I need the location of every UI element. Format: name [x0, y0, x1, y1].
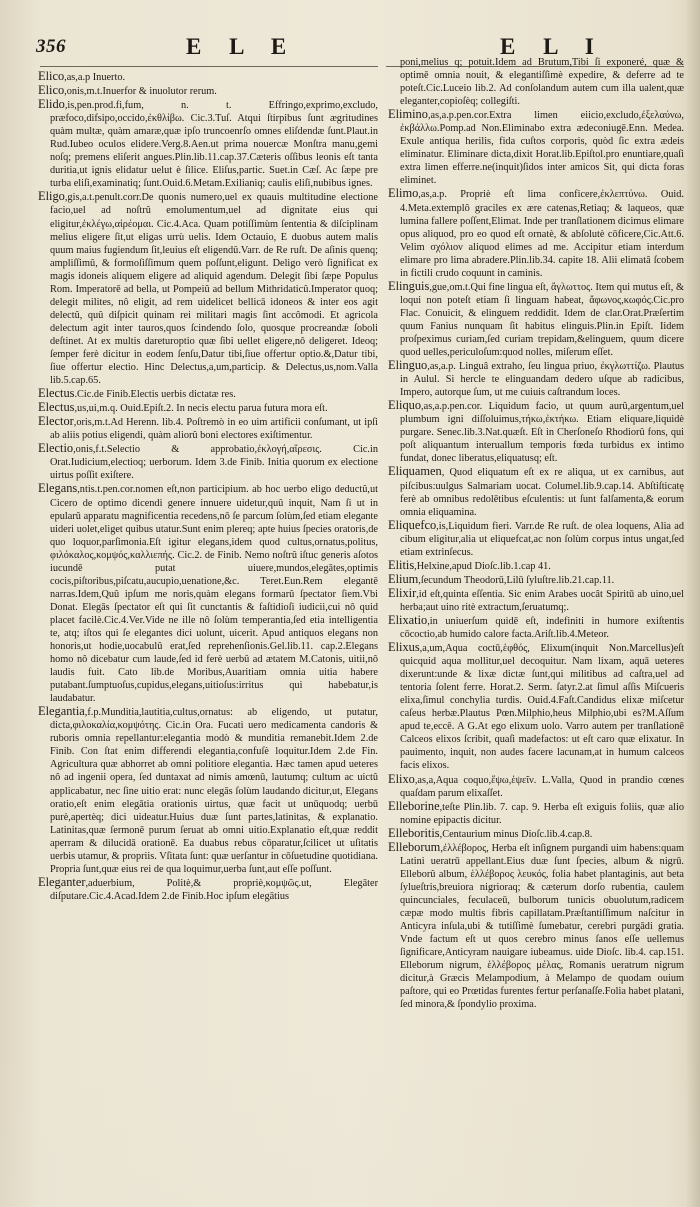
entry-headword: Elitis	[388, 557, 415, 572]
dictionary-entry	[388, 841, 684, 1012]
entry-text: poni,melius q; potuit.Idem ad Brutum,Tibi ſi exponeré, quæ & optimē omnia nouit, & elegantiſſimè expedire, & deferre ad te poteſt.Cic.Luceio lib.2. Ad conſolandum autem cum illa ualent,quæ eleganter,copioſèq; collegiſti.	[400, 57, 684, 108]
dictionary-entry	[38, 70, 378, 84]
entry-text: ,teſte Plin.lib. 7. cap. 9. Herba eſt exiguis foliis, quæ alio nomine epipactis dicitur.	[400, 801, 684, 826]
entry-text: ,gue,om.t.Qui fine lingua eſt, ἄγλωττος. Item qui mutus eſt, & loqui non poteſt etiam ſi linguam habeat, ἄφωνος,κωφός.Cic.pro Flac. Conuicit, & elinguem reddidit. Idem de clar.Orat.Præſertim quum Fanius nunquam ſit habitus elinguis.Plin.in Epiſt. Iidem proſpeximus curiam,ſed curiam trepidam,&elinguem, quum dicere quod uelles,periculoſum:quod nolles, miſerum eſſet.	[400, 281, 684, 359]
entry-headword: Elector	[38, 414, 74, 429]
entry-headword: Elleboritis	[388, 825, 440, 840]
entry-text: ,onis,m.t.Inuerfor & inuolutor rerum.	[64, 86, 217, 98]
entry-text: ,Helxine,apud Dioſc.lib.1.cap 41.	[414, 560, 551, 572]
entry-headword: Elimo	[388, 186, 419, 201]
entry-text: , Quod eliquatum eſt ex re aliqua, ut ex carnibus, aut piſcibus:uulgus Salmariam uocat. Columel.lib.9.cap.14. Abſtiſticatę ferè ab omnibus redolētibus eſculentis: ut ſunt falſamenta,& eorum omnia eliquamina.	[400, 467, 684, 518]
entry-text: ,ntis.t.pen.cor.nomen eſt,non participium. ab hoc uerbo eligo deductû,ut Cicero de optimo dicendi genere innuere uidetur,quû inquit, Nam ſi ut in epularû apparatu magnificentia recedens,nō ſe parcum ſolùm,ſed etiam elegante uideri uolet,eliget quibus utatur.Sunt enim plereq; apte huius ſpecies oratoris,de quo loquor,parſimonia.Eſt igitur elegans,idem quod cultus,ornatus,politus, φιλόκαλος,κομψός,καλλιεπής. Cic.2. de Finib. Nemo noſtrû iſtuc generis aſotos iucundē putat uiuere,mundos,elegātes,optimis cocis,piſtoribus,piſcatu,aucupio,uenatione,&c. Teret.Eun.Rem elegantē narras.Idem,Quû ipſum me noris,quàm elegans formarû ſpectator ſiem.Vbi Donat. Elegās ſpectator eſt qui ſit cunctantis & faſtidioſi iudicii,cui nô quid placet facilè.Cic.4.Ver.Vide ne ille nô ſolùm temperantia,ſed etia intelligentia te, atq; iſtos qui ſe elegantes dici uolunt, uicerit. Apud antiquos elegans non honoris,ut hodie,uocabulû erat,ſed reprehenſionis.Gel.lib.11. cap.2.Elegans homo nô dicebatur cum laude,ſed id ferè uerbû ad ætatem M.Catonis, uitii,nô laudis fuit. Cato lib.de Moribus,Auaritiam omnia uitia habere putabant.ſumptuoſus,cupidus,elegans,uitioſus:irritus qui habebatur,is laudabatur.	[50, 484, 378, 705]
entry-text: ,aduerbium, Politè,& propriè,κομψῶς.ut, Elegāter diſputare.Cic.4.Acad.Idem 2.de Finib.Hoc ipſum elegātius	[50, 877, 378, 902]
entry-headword: Elixus	[388, 640, 420, 655]
entry-headword: Electio	[38, 441, 74, 456]
entry-text: ,onis,f.t.Selectio & approbatio,ἐκλογή,αἵρεσις. Cic.in Orat.Iudicium,electioq; uerborum. Idem 3.de Finib. Initia quorum ex electione uirtus poſſit exiſtere.	[50, 444, 378, 482]
running-head-right: E L I	[500, 34, 605, 59]
dictionary-entry	[38, 190, 378, 387]
entry-text: ,Centaurium minus Dioſc.lib.4.cap.8.	[439, 828, 593, 840]
page-edge-shadow	[686, 0, 700, 1207]
running-head-left: E L E	[186, 34, 298, 59]
dictionary-entry	[38, 442, 378, 482]
dictionary-entry	[38, 482, 378, 705]
entry-text: ,id eſt,quinta eſſentia. Sic enim Arabes uocât Spiritū ab uino,uel herba;aut uino ritè extractum,ſeruatumq;.	[400, 588, 684, 613]
entry-headword: Elegantia	[38, 704, 85, 719]
dictionary-entry	[38, 705, 378, 876]
entry-headword: Eligo	[38, 189, 65, 204]
dictionary-entry	[388, 399, 684, 465]
entry-text: ,as,a.p.pen.cor. Liquidum facio, ut quum aurû,argentum,uel plumbum igni diſſoluimus,τήκω,ἐκτήκω. Etiam eliquare,liquidè purgare. Senec.lib.3.Nat.quæſt. Eſt in Cherſoneſo Rhodiorû fons, qui poſt aliquantum interuallum temporis fœda turbidus ex intimo fundat, donec liberatus,eliquatusq; eſt.	[400, 401, 684, 465]
dictionary-entry	[388, 573, 684, 587]
entry-headword: Elegans	[38, 481, 78, 496]
dictionary-entry	[388, 519, 684, 559]
entry-text: ,in uniuerſum quidē eſt, indefiniti in humore exiſtentis cōcoctio,ab humido calore facta.Ariſt.lib.4.Meteor.	[400, 615, 684, 641]
dictionary-entry-continuation	[388, 55, 684, 108]
entry-headword: Electus	[38, 400, 75, 415]
entry-text: ,ſecundum Theodorū,Lilū ſyluſtre.lib.21.cap.11.	[418, 574, 615, 586]
entry-headword: Eliquefco	[388, 517, 437, 532]
entry-text: ,as,a.p. Linguâ extraho, ſeu lingua priuo, ἐκγλωττίζω. Plautus in Aulul. Si hercle te elinguandam dedero uſque ab radicibus, Impero, autorque ſum, ut me cuiuis caſtrandum loces.	[400, 361, 684, 399]
entry-headword: Elixir	[388, 585, 417, 600]
dictionary-entry	[388, 187, 684, 279]
page-number: 356	[36, 36, 66, 57]
entry-text: ,us,ui,m.q. Ouid.Epiſt.2. In necis electu parua futura mora eſt.	[74, 403, 328, 415]
blank-lower-margin	[0, 1052, 700, 1207]
dictionary-entry	[388, 359, 684, 399]
dictionary-entry	[38, 401, 378, 415]
entry-text: ,is,Liquidum fieri. Varr.de Re ruſt. de olea loquens, Alia ad cibum eligitur,alia ut eliquefcat,ac non ſolùm corpus intus ungat,ſed etiam extrinſecus.	[400, 520, 684, 558]
entry-headword: Eliquo	[388, 398, 422, 413]
entry-headword: Elico	[38, 69, 65, 83]
entry-text: ,as,a.p Inuerto.	[64, 72, 126, 83]
dictionary-entry	[38, 387, 378, 401]
entry-text: ,a,um,Aqua coctū,ἑφθός, Elixum(inquit Non.Marcellus)eſt quicquid aqua mollitur,uel decoquitur. Nam lixam, aquā ueteres dixerunt:unde & lixæ dictæ ſunt,qui militibus ad caſtra,uel ad tentoria ſolent ferre. Horat.2. Serm. ſatyr.2.at ſimul aſſis Miſcueris elixa,ſimul conchylia turdis. Ouid.4.Faſt.Candidus elixæ miſcetur caſeus herbæ.Plautus Pœn.Milphio,heus Milphio,ubi es?M.Aſſum apud te,eccē. A G.At ego elixum uolo. Varro autem per tranſlationē Calceos elixos ſcribit, quaſi madefactos: ut eſt caro quæ elixatur. In pauimento, inquit, non audes facere lacunam,at in humum calceos facis elixos.	[400, 643, 684, 772]
dictionary-entry	[38, 876, 378, 903]
entry-text: ,as,a,Aqua coquo,ἕψω,ἑψεῖν. L.Valla, Quod in prandio cœnes quaſdam parum elixaſſet.	[400, 774, 684, 799]
entry-text: ,f.p.Munditia,lautitia,cultus,ornatus: ab eligendo, ut putatur, dicta,φιλοκαλία,κομψότης. Cic.in Ora. Fucati uero medicamenta candoris & ruboris omnia repellantur:elegantia modò & munditia remanebit.Idem 2.de Finib. Con ſtat enim differendi elegantia,confuſè loquitur.Idem 2.de Fin. Agricultura quæ abhorret ab omni politiore elegantia. Hæc tamen apud ueteres nô ad ingenii opera, ſed duntaxat ad nimis amœnû, lautumq; cultum ac uictû applicabatur, nec ſine uitio erat: nunc elegās ſolùm laudando dicitur,ut, Elegans oratio,eſt enim elegātia orationis uirtus, quæ facit ut unūquodq; uerbū purè,apertèq; dici uideatur.Huius duæ ſunt partes,latinitas, & explanatio. Latinitas,quæ ſermonē purum ſeruat ab omni uitio.Explanatio eſt,quæ reddit aperram & dilucidā orationē. Ea duabus rebus cōparatur,ſcilicet ut uſitatis uerbis utamur, & propriis. Vſitata ſunt: quæ uerſantur in cōſuetudine quotidiana. Propria ſunt,quæ eius rei de qua loquimur,uerba ſunt,aut eſſe poſſunt.	[50, 707, 378, 875]
dictionary-entry	[388, 559, 684, 573]
entry-text: ,is,pen.prod.fi,fum, n. t. Effringo,exprimo,excludo, præfoco,difsipo,occido,ἐκθλίβω. Cic.3.Tuſ. Atqui ſtirpibus ſunt ægritudines quàm multæ, quàm amaræ,quæ ipſo truncoenrſo omnes eliſdendæ ſunt.Plaut.in Rud.Iubeo oculos elidere.Verg.8.Aen.ut prima nouercæ Monſtra manu,gemi noſq; premens eliſerit angues.Plin.lib.11.cap.37.Cæteris oſſibus leonis eſt tanta duritia,ut ignis elidatur uelut è ſilice. Eliſus,partic. Suet.in Cæſ. Ac ſæpe pre turba eliſi,examinatiq; ſunt.Ouid.6.Metam.Exilianiq; caulis eliſi,nubibus ignes.	[50, 100, 378, 190]
dictionary-entry	[388, 108, 684, 187]
entry-headword: Elium	[388, 571, 419, 586]
entry-text: ,as,a.p. Propriè eſt lima conficere,ἐκλεπτύνω. Ouid. 4.Meta.extemplô graciles ex ære catenas,Retiaq; & laqueos, quæ lumina fallere poſſent,Elimat. Inde per tranſlationem dicimus elimare opus aliquod, pro eo quod eſt ornatè, & abſolutè cōficere,Cic.Att.6. Velim σχόλιον aliquod elimes ad me. Accipitur etiam interdum elimare pro lima abradere.Plin.lib.34. capite 18. Alii elimatâ ſcobem in fictili crudo coquunt in caminis.	[400, 189, 684, 279]
entry-text: ,oris,m.t.Ad Herenn. lib.4. Poſtremò in eo uim artificii conſumant, ut ipſi ab aliis potius eligendi, quàm aliorû boni electores exiſtimentur.	[50, 417, 378, 442]
entry-headword: Eleganter	[38, 874, 86, 889]
entry-headword: Elixatio	[388, 612, 428, 627]
entry-text: ,gis,a.t.penult.corr.De quonis numero,uel ex quauis multitudine electione facio,uel ad noſtrû emolumentum,uel ad dignitate eius qui eligitur,ἐκλέγω,αἱρέομαι. Cic.4.Aca. Quam potiſſimùm ſententia & diſciplinam melius eligere ſit,ut eligas urrù uelis. Idem Octauio, E duobus autem malis quum maius fugiendum ſit,leuius eſt eligendû.Varr. de Re ruſt. De aſinis quenq; ampliſſimû, & formoſiſſimum quem poſſunt,eligunt. Deligo verò ſignificat ex magis idoneis aliquem eligere ad aliquid agendum. Delegit ſibi ſæpe Populus Rom. Imperatorē ad bella, ut Pompeiû ad bellum Mithridaticû.Imperator quoq; delegit milites, nô eligit, ad rem uidelicet bellicā idoneos & inter eos agit delectû, quû diſpicit quinam rei militari magis ſint accômodi. Et agricola delectum agit inter tauros,quos ſcindendo ſolo, quosque procreandæ ſoboli deſtinet. At ex multis dareturoptio quæ ſibi uellet eligere,nô deligeret. Ideoq; ſemper ferè dicitur in eodem ſenſu,Datur tibi,ſiue offertur optio.&,Datur tibi, ſiue offertur electio. Hinc Delectus,a,um,particip. & Delectus,us,nom.Valla lib.5.cap.65.	[50, 192, 378, 387]
entry-headword: Elixo	[388, 771, 415, 786]
entry-text: ,ἐλλέβορος, Herba eſt inſignem purgandi uim habens:quam Latini ueratrū appellant.Eius duæ ſunt ſpecies, album & nigrū. Elleborû album, ἑλλέβορος λευκός, folia habet plantaginis, aut beta ſylueſtris,breuiora nigrioraq; & cæterum dorſo rubentia, caulem quincunciales, feculaceū, bulborum tunicis obuolutum,radicem cæpæ modo multis fibris capillatam.Præſtantiſſimum naſcitur in Anticyra inſula,ubi & tutiſſimè ſumebatur, cerebri purgādi gratia. Vnde factum eſt ut quos cerebro minus ſanos eſſe uellemus ſignificare,Anticyram nauigare iubeamus. uide Dioſc. lib.4. cap.151. Elleborum nigrum, ἑλλέβορος μέλας, Romanis ueratrum nigrum dicitur,à Græcis Melampodium, à Melampo de quodam ouium paſtore, qui eo Prœtidas furentes fertur perſanaſſe.Folia habet platani, ſed minora,& ſpondylio proxima.	[400, 842, 684, 1011]
entry-headword: Elimino	[388, 107, 428, 122]
header-rule-left	[40, 66, 378, 67]
entry-headword: Elido	[38, 97, 65, 112]
dictionary-entry	[388, 614, 684, 641]
entry-headword: Elinguo	[388, 358, 428, 373]
entry-text: ,as,a.p.pen.cor.Extra limen eiicio,excludo,ἐξελαύνω, ἐκβάλλω.Pomp.ad Non.Eliminabo extra ædeconiugē.Enn. Medea. Exule antiqua herilis, fida cuſtos corporis, quòd ſic extra ædeis eliminatur. Eliminare dicta,dixit Horat.lib.Epiſtol.pro enuntiare,quaſi extra limen efferre.ne(inquit)ſidos inter amicos Sit, qui dicta foras eliminet.	[400, 110, 684, 187]
dictionary-entry	[388, 641, 684, 772]
dictionary-entry	[38, 98, 378, 190]
dictionary-entry	[388, 800, 684, 827]
dictionary-entry	[388, 280, 684, 359]
entry-headword: Elleborine	[388, 798, 440, 813]
entry-headword: Elico	[38, 83, 65, 98]
dictionary-entry	[388, 773, 684, 800]
dictionary-entry	[388, 587, 684, 614]
dictionary-entry	[38, 415, 378, 442]
entry-text: .Cic.de Finib.Electis uerbis dictatæ res.	[74, 389, 236, 401]
dictionary-entry	[38, 84, 378, 98]
entry-headword: Elleborum	[388, 839, 441, 854]
left-column	[38, 70, 378, 903]
entry-headword: Electus	[38, 386, 75, 401]
dictionary-entry	[388, 465, 684, 518]
right-column	[388, 55, 684, 1011]
entry-headword: Elinguis	[388, 278, 430, 293]
dictionary-entry	[388, 827, 684, 841]
entry-headword: Eliquamen	[388, 464, 442, 479]
